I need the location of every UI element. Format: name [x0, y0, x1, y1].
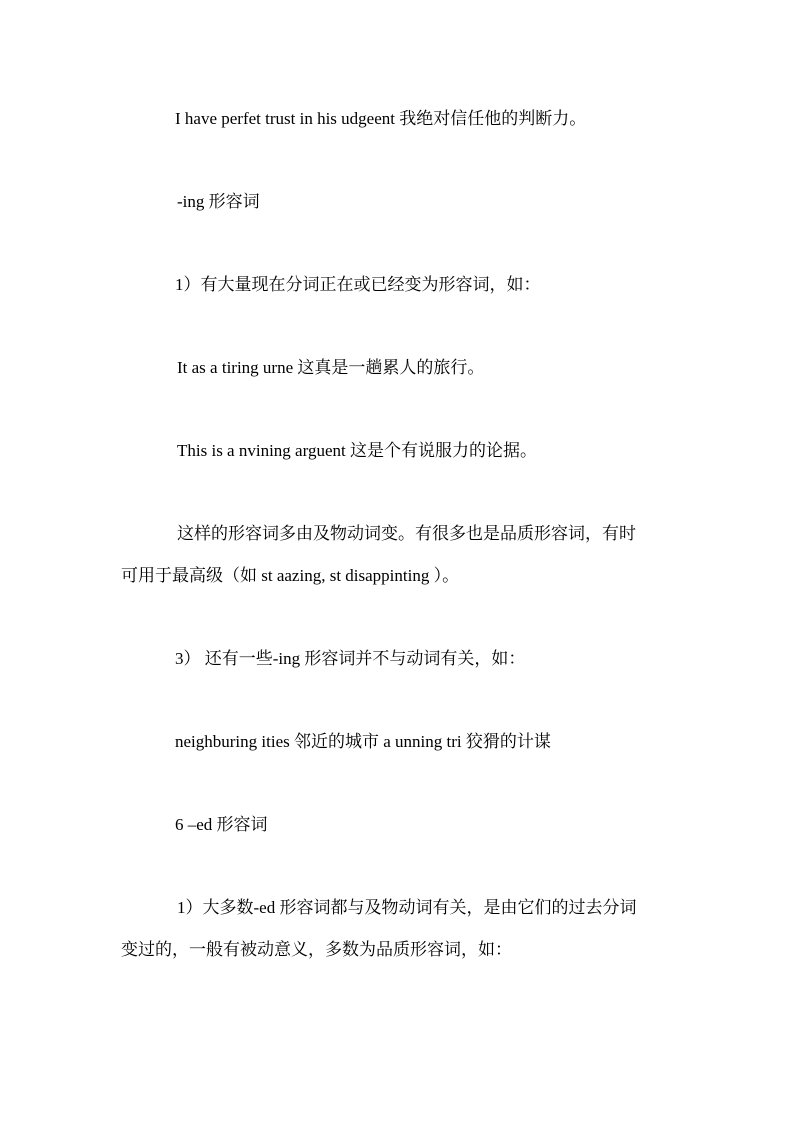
text-line-2: -ing 形容词	[177, 192, 260, 211]
text-line-8: 3） 还有一些-ing 形容词并不与动词有关，如：	[175, 649, 526, 668]
text-line-7: 可用于最高级（如 st aazing, st disappinting ）。	[121, 566, 460, 585]
text-line-9: neighburing ities 邻近的城市 a unning tri 狡猾的计谋	[175, 732, 551, 751]
text-line-3: 1）有大量现在分词正在或已经变为形容词，如：	[175, 275, 541, 294]
text-line-6: 这样的形容词多由及物动词变。有很多也是品质形容词，有时	[177, 524, 636, 543]
text-line-12: 变过的，一般有被动意义，多数为品质形容词，如：	[121, 940, 512, 959]
text-line-1: I have perfet trust in his udgeent 我绝对信任他的判断力。	[175, 109, 587, 128]
text-line-4: It as a tiring urne 这真是一趟累人的旅行。	[177, 358, 485, 377]
text-line-10: 6 –ed 形容词	[175, 815, 268, 834]
text-line-11: 1）大多数-ed 形容词都与及物动词有关，是由它们的过去分词	[177, 898, 637, 917]
text-line-5: This is a nvining arguent 这是个有说服力的论据。	[177, 441, 537, 460]
